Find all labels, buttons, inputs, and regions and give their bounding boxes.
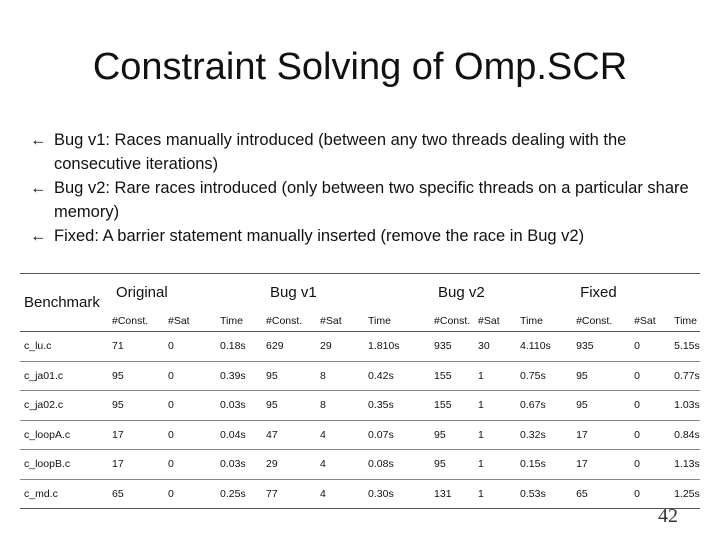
table-cell: 0 [630,391,670,421]
column-header: Time [220,314,243,327]
group-header-row [20,274,700,311]
slide-title: Constraint Solving of Omp.SCR [92,46,628,88]
results-table [20,273,700,509]
table-cell: 65 [108,479,164,509]
group-bug-v2-header: Bug v2 [430,274,572,311]
table-cell: 95 [430,450,474,480]
table-cell: 0.42s [364,361,430,391]
table-cell: 0 [164,391,216,421]
table-cell: 29 [316,332,364,362]
column-header: #Const. [576,314,613,327]
table-cell: 935 [430,332,474,362]
table-cell: 0.18s [216,332,262,362]
table-cell: 1.25s [670,479,700,509]
table-cell: 131 [430,479,474,509]
table-cell: 0 [630,450,670,480]
bullet-text: Bug v2: Rare races introduced (only between two specific threads on a particular share memory) [54,179,689,221]
table-cell: 0 [164,361,216,391]
table-cell: 95 [108,361,164,391]
subheader-row [20,310,700,332]
table-cell: 4 [316,479,364,509]
table-cell: 95 [430,420,474,450]
left-arrow-icon: ← [30,179,47,197]
bullet-text: Bug v1: Races manually introduced (between any two threads dealing with the consecutive iterations) [54,131,627,173]
table-row [20,332,700,362]
table-cell: 0.15s [516,450,572,480]
bullet-item [30,176,700,224]
table-cell: 0 [164,420,216,450]
table-cell: 65 [572,479,630,509]
benchmark-header: Benchmark [20,274,108,332]
table-cell: 0.84s [670,420,700,450]
table-cell: 0.04s [216,420,262,450]
column-header: Time [674,314,698,327]
group-original-header: Original [108,274,262,311]
table-cell: 95 [262,391,316,421]
group-bug-v1-header: Bug v1 [262,274,430,311]
benchmark-name: c_md.c [20,479,108,509]
column-header: #Sat [168,314,190,327]
table-cell: 4 [316,450,364,480]
table-cell: 0.75s [516,361,572,391]
table-cell: 1 [474,420,516,450]
table-cell: 4 [316,420,364,450]
column-header: Time [368,314,391,327]
column-header: #Sat [478,314,500,327]
table-row [20,361,700,391]
table-cell: 5.15s [670,332,700,362]
table-cell: 95 [262,361,316,391]
table-cell: 935 [572,332,630,362]
benchmark-name: c_lu.c [20,332,108,362]
table-cell: 4.110s [516,332,572,362]
table-cell: 1.13s [670,450,700,480]
table-cell: 1 [474,450,516,480]
bullet-item [30,128,700,176]
table-cell: 17 [572,420,630,450]
benchmark-name: c_loopB.c [20,450,108,480]
table-cell: 0.77s [670,361,700,391]
table-row [20,479,700,509]
table-cell: 8 [316,361,364,391]
table-row [20,391,700,421]
table-cell: 77 [262,479,316,509]
table-cell: 0.30s [364,479,430,509]
table-cell: 1 [474,479,516,509]
table-cell: 629 [262,332,316,362]
table-cell: 0 [630,420,670,450]
table-cell: 0.03s [216,450,262,480]
table-cell: 0.32s [516,420,572,450]
group-fixed-header: Fixed [572,274,700,311]
table-cell: 17 [108,420,164,450]
table-cell: 8 [316,391,364,421]
table-cell: 95 [572,361,630,391]
table-cell: 155 [430,391,474,421]
left-arrow-icon: ← [30,131,47,149]
table-cell: 1.810s [364,332,430,362]
bullet-item [30,224,700,248]
table-cell: 0 [630,479,670,509]
table-cell: 0 [164,450,216,480]
table-row [20,450,700,480]
table-cell: 71 [108,332,164,362]
column-header: #Const. [112,314,149,327]
table-cell: 0.35s [364,391,430,421]
benchmark-name: c_loopA.c [20,420,108,450]
table-cell: 0.39s [216,361,262,391]
table-cell: 0.07s [364,420,430,450]
table-cell: 0 [630,332,670,362]
page-number: 42 [658,505,678,527]
table-cell: 0.03s [216,391,262,421]
table-cell: 155 [430,361,474,391]
column-header: #Const. [266,314,303,327]
table-cell: 1.03s [670,391,700,421]
column-header: #Sat [634,314,656,327]
table-cell: 0 [630,361,670,391]
table-cell: 95 [572,391,630,421]
column-header: Time [520,314,543,327]
table-cell: 17 [572,450,630,480]
table-cell: 0 [164,479,216,509]
table-cell: 0 [164,332,216,362]
column-header: #Sat [320,314,342,327]
table-cell: 95 [108,391,164,421]
table-cell: 1 [474,361,516,391]
table-cell: 1 [474,391,516,421]
table-cell: 0.53s [516,479,572,509]
benchmark-name: c_ja01.c [20,361,108,391]
column-header: #Const. [434,314,471,327]
bullet-list [30,128,700,248]
table-cell: 0.25s [216,479,262,509]
table-cell: 0.67s [516,391,572,421]
table-cell: 29 [262,450,316,480]
table-cell: 17 [108,450,164,480]
table-row [20,420,700,450]
benchmark-name: c_ja02.c [20,391,108,421]
table-cell: 47 [262,420,316,450]
bullet-text: Fixed: A barrier statement manually inserted (remove the race in Bug v2) [54,227,585,245]
table-cell: 30 [474,332,516,362]
left-arrow-icon: ← [30,227,47,245]
table-cell: 0.08s [364,450,430,480]
